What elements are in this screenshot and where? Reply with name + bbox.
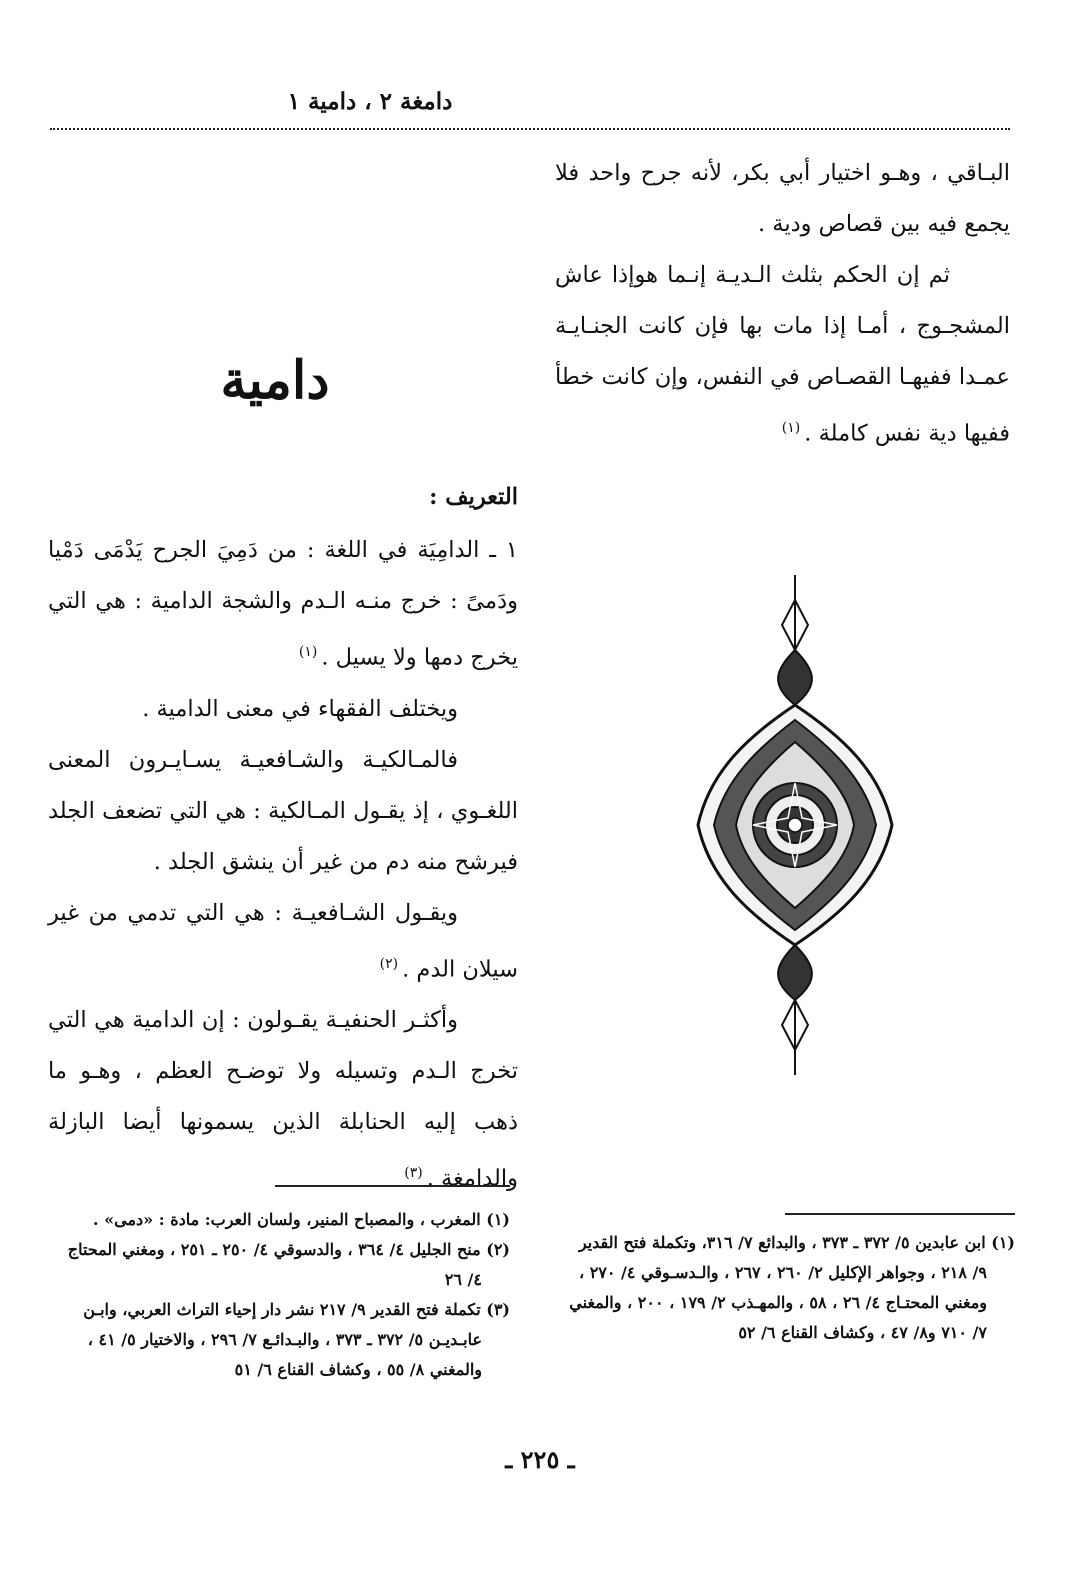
left-paragraph-5-text: وأكثـر الحنفيـة يقـولون : إن الدامية هي التي تخرج الـدم وتسيله ولا توضـح العظم ، وهـو ما ذهب إليه الحنابلة الذين يسمونها أيضا البازلة والدامغة . bbox=[48, 1007, 518, 1192]
footnote-left-2: (٢) منح الجليل ٤/ ٣٦٤ ، والدسوقي ٤/ ٢٥٠ ـ ٢٥١ ، ومغني المحتاج ٤/ ٢٦ bbox=[67, 1240, 510, 1289]
left-paragraph-1 bbox=[48, 525, 518, 684]
ornament-icon bbox=[690, 570, 900, 1080]
header-divider bbox=[50, 128, 1010, 130]
left-paragraph-4 bbox=[48, 888, 518, 996]
running-header: دامغة ٢ ، دامية ١ bbox=[287, 88, 453, 115]
left-column bbox=[48, 475, 518, 1205]
left-paragraph-2-text: ويختلف الفقهاء في معنى الدامية . bbox=[142, 695, 458, 722]
footnote-ref: (١) bbox=[298, 644, 318, 660]
left-paragraph-4-text: ويقـول الشـافعيـة : هي التي تدمي من غير سيلان الدم . bbox=[48, 899, 518, 982]
right-paragraph-2-text: ثم إن الحكم بثلث الـديـة إنـما هوإذا عاش المشجـوج ، أمـا إذا مات بها فإن كانت الجنـايـة عمـدا ففيهـا القصـاص في النفس، وإن كانت خطأ ففيها دية نفس كاملة . bbox=[555, 262, 1010, 447]
left-paragraph-1-text: ١ ـ الدامِيَة في اللغة : من دَمِيَ الجرح يَدْمَى دَمْيا ودَمىً : خرج منـه الـدم والشجة الدامية : هي التي يخرج دمها ولا يسيل . bbox=[48, 537, 518, 671]
footnote-right-1: (١) ابن عابدين ٥/ ٣٧٢ ـ ٣٧٣ ، والبدائع ٧/ ٣١٦، وتكملة فتح القدير ٩/ ٢١٨ ، وجواهر الإكليل ٢/ ٢٦٠ ، ٢٦٧ ، والـدسـوقي ٤/ ٢٧٠ ، ومغني المحتـاج ٤/ ٢٦ ، ٥٨ ، والمهـذب ٢/ ١٧٩ ، ٢٠٠ ، والمغني ٧/ ٧١٠ و٨/ ٤٧ ، وكشاف القناع ٦/ ٥٢ bbox=[569, 1233, 1015, 1342]
right-paragraph-2 bbox=[555, 250, 1010, 460]
footnote-divider-right bbox=[785, 1213, 1015, 1215]
right-column bbox=[555, 148, 1010, 460]
footnote-ref: (٢) bbox=[379, 955, 399, 972]
footnote-ref: (١) bbox=[781, 420, 801, 436]
entry-title: دامية bbox=[220, 350, 330, 411]
footnotes-right bbox=[565, 1228, 1015, 1348]
section-heading: التعريف : bbox=[429, 484, 518, 510]
left-paragraph-3 bbox=[48, 735, 518, 888]
footnote-left-3: (٣) تكملة فتح القدير ٩/ ٢١٧ نشر دار إحياء التراث العربي، وابـن عابـديـن ٥/ ٣٧٢ ـ ٣٧٣ ، والبـدائـع ٧/ ٢٩٦ ، والاختيار ٥/ ٤١ ، والمغني ٨/ ٥٥ ، وكشاف القناع ٦/ ٥١ bbox=[83, 1300, 510, 1379]
left-paragraph-3-text: فالمـالكيـة والشـافعيـة يسـايـرون المعنى اللغـوي ، إذ يقـول المـالكية : هي التي تضعف الجلد فيرشح منه دم من غير أن ينشق الجلد . bbox=[48, 746, 518, 875]
footnotes-left bbox=[55, 1205, 510, 1385]
footnote-ref: (٣) bbox=[404, 1165, 423, 1181]
right-paragraph-1: البـاقي ، وهـو اختيار أبي بكر، لأنه جرح واحد فلا يجمع فيه بين قصاص ودية . bbox=[555, 160, 1010, 237]
footnote-left-1: (١) المغرب ، والمصباح المنير، ولسان العرب: مادة : «دمى» . bbox=[92, 1210, 510, 1229]
footnote-divider-left bbox=[275, 1185, 510, 1187]
left-paragraph-2 bbox=[48, 684, 518, 735]
page-number: ـ ٢٢٥ ـ bbox=[505, 1445, 575, 1474]
left-paragraph-5 bbox=[48, 995, 518, 1205]
decorative-ornament bbox=[690, 570, 900, 1080]
